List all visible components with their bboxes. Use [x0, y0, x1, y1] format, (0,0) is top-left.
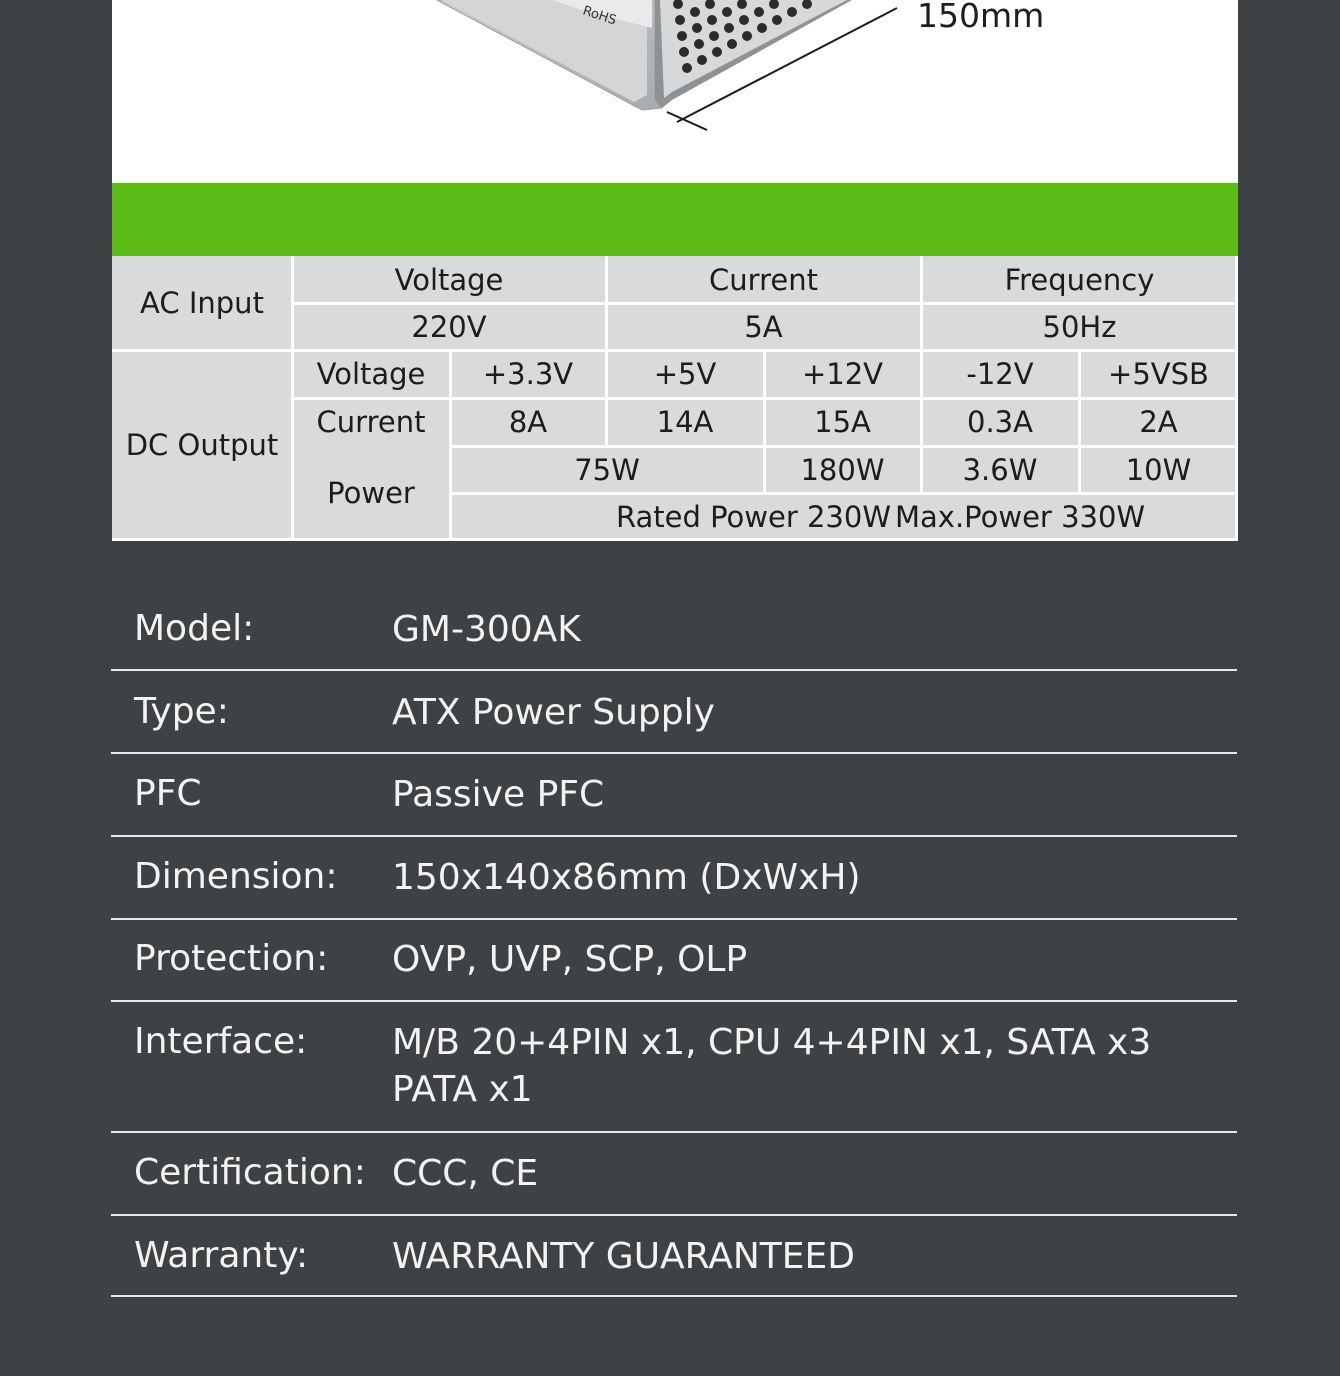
divider: [111, 918, 1237, 920]
dimension-label: 150mm: [917, 0, 1045, 35]
spec-label: Model:: [134, 608, 255, 649]
grid-line: [763, 350, 766, 493]
dc-output-label: DC Output: [125, 428, 279, 462]
divider: [111, 1000, 1237, 1002]
divider: [111, 669, 1237, 671]
svg-text:RoHS: RoHS: [580, 3, 619, 29]
spec-value: CCC, CE: [392, 1153, 539, 1194]
max-power: [895, 493, 1238, 540]
ac-header-current: Current: [709, 262, 818, 297]
product-image-panel: [112, 0, 1238, 183]
dc-power-label: Power: [327, 476, 415, 510]
divider: [111, 1295, 1237, 1297]
dc-current-label: Current: [316, 405, 426, 439]
power-supply-illustration: [112, 0, 1238, 183]
grid-line: [112, 349, 1238, 352]
spec-label: Certification:: [134, 1152, 366, 1193]
spec-value-line2: PATA x1: [392, 1069, 533, 1110]
spec-label: Protection:: [134, 938, 329, 979]
dc-voltage-3v3: +3.3V: [482, 357, 574, 391]
divider: [111, 752, 1237, 754]
spec-value: GM-300AK: [392, 609, 581, 650]
divider: [111, 1214, 1237, 1216]
ac-header-frequency: Frequency: [1004, 262, 1155, 297]
grid-line: [450, 492, 1238, 495]
dc-current-12v: 15A: [814, 405, 871, 439]
grid-line: [292, 397, 1238, 400]
spec-label: PFC: [134, 773, 202, 814]
spec-label: Type:: [134, 691, 229, 732]
dc-voltage-neg12v: -12V: [966, 357, 1034, 391]
dc-power-5vsb: 10W: [1125, 452, 1192, 487]
dc-power-12v: 180W: [800, 452, 885, 487]
grid-line: [292, 302, 1238, 305]
spec-label: Dimension:: [134, 856, 338, 897]
ac-input-label: AC Input: [140, 286, 264, 320]
dc-voltage-5vsb: +5VSB: [1108, 357, 1209, 391]
dc-current-3v3: 8A: [508, 405, 548, 439]
ac-value-frequency: 50Hz: [1042, 309, 1117, 344]
spec-value: Passive PFC: [392, 774, 605, 815]
max-power-text: Max.Power 330W: [895, 499, 1146, 534]
divider: [111, 1131, 1237, 1133]
spec-table: [112, 256, 1238, 540]
dc-voltage-label: Voltage: [316, 357, 426, 391]
grid-line: [1078, 350, 1081, 493]
ac-value-voltage: 220V: [411, 309, 487, 344]
header-band: [112, 183, 1238, 256]
spec-value: M/B 20+4PIN x1, CPU 4+4PIN x1, SATA x3: [392, 1022, 1152, 1063]
dc-voltage-5v: +5V: [653, 357, 717, 391]
dc-power-neg12v: 3.6W: [962, 452, 1038, 487]
dc-power-combined: 75W: [574, 452, 640, 487]
rated-power: Rated Power 230W: [615, 499, 891, 534]
spec-label: Interface:: [134, 1021, 308, 1062]
spec-label: Warranty:: [134, 1235, 309, 1276]
dc-current-5vsb: 2A: [1139, 405, 1178, 439]
grid-line: [920, 256, 923, 493]
spec-value: ATX Power Supply: [392, 692, 715, 733]
ac-header-voltage: Voltage: [394, 262, 504, 297]
dc-current-5v: 14A: [656, 405, 714, 439]
grid-line: [450, 445, 1238, 448]
ac-value-current: 5A: [744, 309, 783, 344]
spec-value: WARRANTY GUARANTEED: [392, 1236, 855, 1277]
divider: [111, 835, 1237, 837]
dc-current-neg12v: 0.3A: [967, 405, 1033, 439]
grid-line: [112, 538, 1238, 541]
spec-value: 150x140x86mm (DxWxH): [392, 857, 861, 898]
spec-value: OVP, UVP, SCP, OLP: [392, 939, 748, 980]
dc-voltage-12v: +12V: [801, 357, 884, 391]
